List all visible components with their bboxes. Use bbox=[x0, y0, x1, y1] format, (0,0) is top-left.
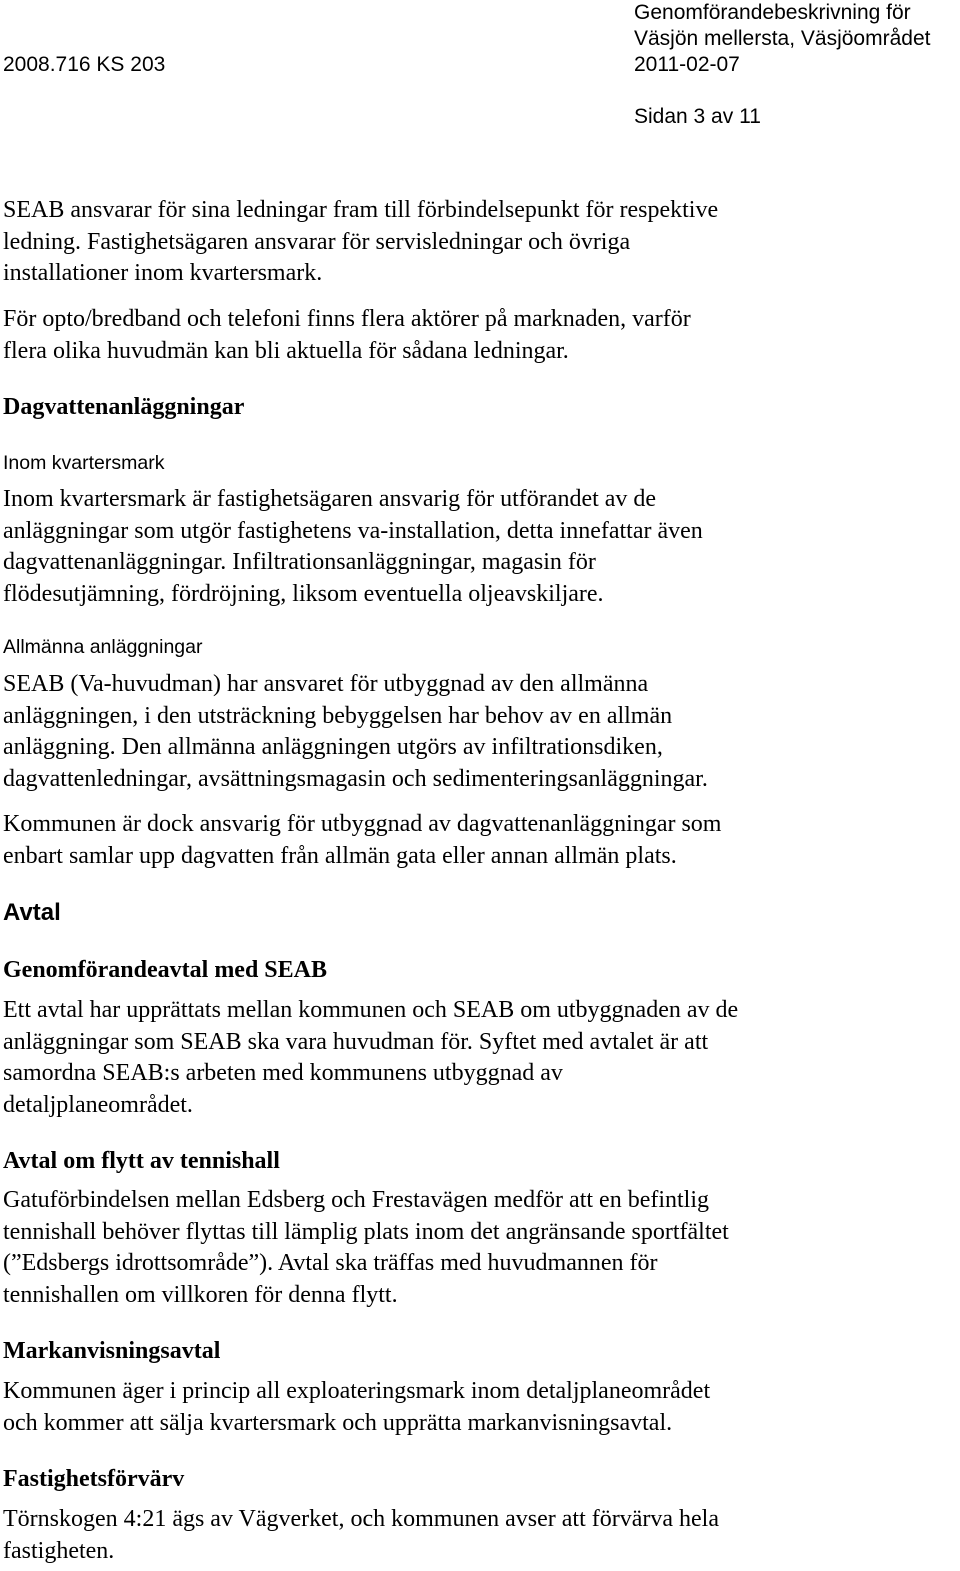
text-line: anläggningar som utgör fastighetens va-installation, detta innefattar även bbox=[3, 517, 703, 544]
heading-markanvisningsavtal: Markanvisningsavtal bbox=[3, 1338, 221, 1364]
paragraph-opto-bredband bbox=[3, 304, 948, 367]
text-line: Ett avtal har upprättats mellan kommunen och SEAB om utbyggnaden av de bbox=[3, 997, 739, 1023]
paragraph-markanvisningsavtal bbox=[3, 1376, 948, 1439]
text-line: SEAB (Va-huvudman) har ansvaret för utbyggnad av den allmänna bbox=[3, 671, 649, 697]
heading-fastighetsforvarv: Fastighetsförvärv bbox=[3, 1466, 185, 1492]
paragraph-inom-kvartersmark bbox=[3, 484, 948, 610]
header-doc-number: 2008.716 KS 203 bbox=[3, 53, 166, 76]
text-line: flera olika huvudmän kan bli aktuella för sådana ledningar. bbox=[3, 337, 569, 364]
text-line: installationer inom kvartersmark. bbox=[3, 260, 323, 286]
text-line: anläggningar som SEAB ska vara huvudman för. Syftet med avtalet är att bbox=[3, 1028, 709, 1055]
text-line: samordna SEAB:s arbeten med kommunens utbyggnad av bbox=[3, 1060, 563, 1086]
heading-avtal: Avtal bbox=[3, 899, 61, 926]
text-line: dagvattenanläggningar. Infiltrationsanläggningar, magasin för bbox=[3, 549, 596, 575]
heading-dagvattenanlaggningar: Dagvattenanläggningar bbox=[3, 394, 245, 420]
header-title-line1: Genomförandebeskrivning för bbox=[634, 1, 911, 24]
heading-genomforandeavtal: Genomförandeavtal med SEAB bbox=[3, 957, 327, 983]
text-line: ledning. Fastighetsägaren ansvarar för servisledningar och övriga bbox=[3, 228, 631, 255]
paragraph-allmanna-anlaggningar bbox=[3, 669, 948, 795]
paragraph-seab-ledningar bbox=[3, 195, 948, 290]
text-line: Kommunen är dock ansvarig för utbyggnad av dagvattenanläggningar som bbox=[3, 811, 722, 837]
text-line: dagvattenledningar, avsättningsmagasin och sedimenteringsanläggningar. bbox=[3, 765, 708, 792]
subheading-allmanna-anlaggningar: Allmänna anläggningar bbox=[3, 636, 203, 658]
text-line: SEAB ansvarar för sina ledningar fram till förbindelsepunkt för respektive bbox=[3, 197, 719, 223]
text-line: detaljplaneområdet. bbox=[3, 1091, 193, 1118]
header-page-number: Sidan 3 av 11 bbox=[634, 105, 761, 128]
text-line: För opto/bredband och telefoni finns flera aktörer på marknaden, varför bbox=[3, 306, 691, 332]
text-line: tennishallen om villkoren för denna flytt. bbox=[3, 1281, 398, 1308]
text-line: fastigheten. bbox=[3, 1537, 115, 1564]
text-line: Kommunen äger i princip all exploateringsmark inom detaljplaneområdet bbox=[3, 1378, 711, 1404]
paragraph-kommunen-ansvarig bbox=[3, 809, 948, 872]
text-line: och kommer att sälja kvartersmark och upprätta markanvisningsavtal. bbox=[3, 1409, 673, 1436]
text-line: Inom kvartersmark är fastighetsägaren ansvarig för utförandet av de bbox=[3, 486, 657, 512]
header-date: 2011-02-07 bbox=[634, 53, 740, 76]
paragraph-fastighetsforvarv bbox=[3, 1504, 948, 1567]
text-line: (”Edsbergs idrottsområde”). Avtal ska träffas med huvudmannen för bbox=[3, 1250, 658, 1276]
header-title-line2: Väsjön mellersta, Väsjöområdet bbox=[634, 27, 931, 50]
text-line: Gatuförbindelsen mellan Edsberg och Frestavägen medför att en befintlig bbox=[3, 1187, 710, 1213]
text-line: enbart samlar upp dagvatten från allmän gata eller annan allmän plats. bbox=[3, 842, 677, 869]
heading-avtal-tennishall: Avtal om flytt av tennishall bbox=[3, 1148, 280, 1174]
text-line: tennishall behöver flyttas till lämplig plats inom det angränsande sportfältet bbox=[3, 1218, 729, 1245]
text-line: Törnskogen 4:21 ägs av Vägverket, och kommunen avser att förvärva hela bbox=[3, 1506, 719, 1532]
paragraph-tennishall bbox=[3, 1185, 948, 1311]
text-line: flödesutjämning, fördröjning, liksom eventuella oljeavskiljare. bbox=[3, 580, 604, 607]
text-line: anläggningen, i den utsträckning bebyggelsen har behov av en allmän bbox=[3, 702, 673, 729]
paragraph-genomforandeavtal bbox=[3, 995, 948, 1121]
text-line: anläggning. Den allmänna anläggningen utgörs av infiltrationsdiken, bbox=[3, 734, 663, 760]
subheading-inom-kvartersmark: Inom kvartersmark bbox=[3, 452, 165, 474]
